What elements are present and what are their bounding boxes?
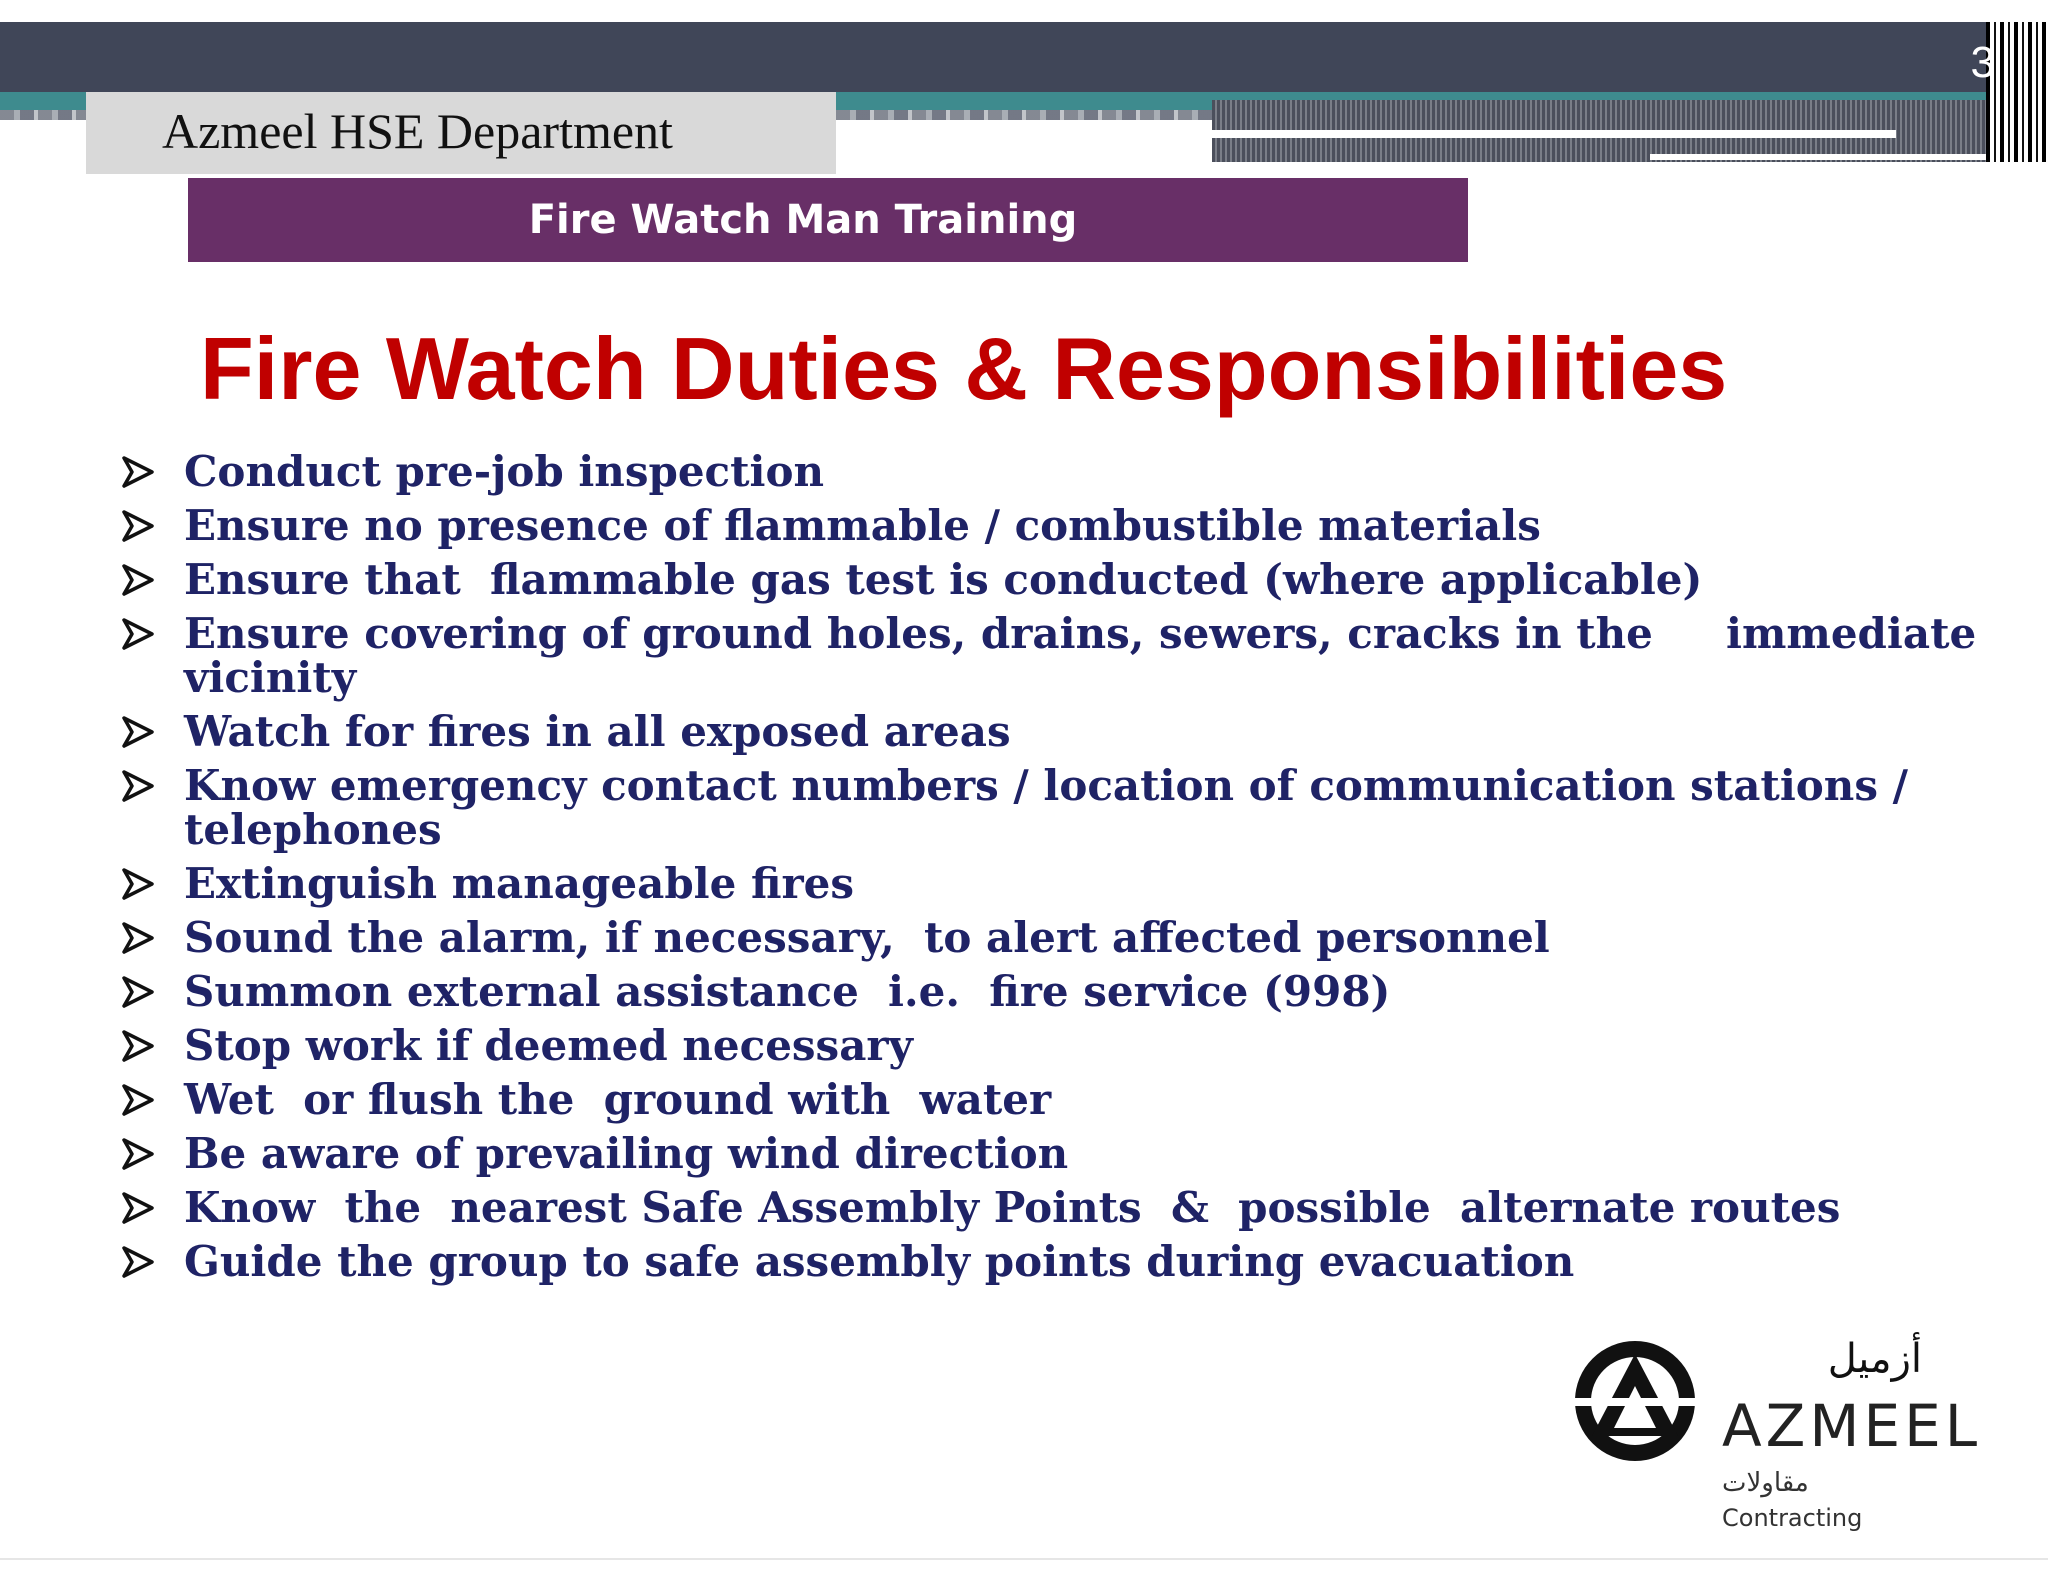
logo-name: AZMEEL bbox=[1722, 1392, 1982, 1460]
duty-item bbox=[120, 1237, 1980, 1286]
duty-item bbox=[120, 859, 1980, 908]
department-label: Azmeel HSE Department bbox=[162, 103, 673, 159]
header-band bbox=[0, 22, 2048, 92]
duty-list bbox=[120, 447, 1991, 1294]
duty-text: Extinguish manageable fires bbox=[184, 859, 855, 908]
bottom-divider bbox=[0, 1558, 2048, 1560]
duty-text: Wet or flush the ground with water bbox=[184, 1075, 1052, 1124]
arrowhead-bullet-icon bbox=[120, 712, 156, 752]
header-deco-line bbox=[1212, 130, 1896, 138]
header-end-bars bbox=[1986, 22, 2048, 162]
logo-arabic-name: أزميل bbox=[1827, 1336, 1922, 1382]
page-number: 3 bbox=[1970, 38, 1995, 87]
arrowhead-bullet-icon bbox=[120, 1080, 156, 1120]
duty-item bbox=[120, 609, 1991, 702]
arrowhead-bullet-icon bbox=[120, 1188, 156, 1228]
azmeel-emblem-icon bbox=[1570, 1336, 1700, 1466]
duty-text: Ensure that flammable gas test is conducted (where applicable) bbox=[184, 555, 1703, 604]
arrowhead-bullet-icon bbox=[120, 766, 156, 806]
duty-item bbox=[120, 761, 1980, 854]
duty-text: Watch for fires in all exposed areas bbox=[184, 707, 1011, 756]
duty-text: Guide the group to safe assembly points during evacuation bbox=[184, 1237, 1575, 1286]
duty-text: Know emergency contact numbers / location of communication stations / telephones bbox=[184, 761, 1923, 854]
arrowhead-bullet-icon bbox=[120, 864, 156, 904]
arrowhead-bullet-icon bbox=[120, 1134, 156, 1174]
duty-item bbox=[120, 1183, 1980, 1232]
duty-item bbox=[120, 1075, 1980, 1124]
azmeel-logo bbox=[1570, 1336, 2000, 1536]
arrowhead-bullet-icon bbox=[120, 614, 156, 654]
arrowhead-bullet-icon bbox=[120, 560, 156, 600]
arrowhead-bullet-icon bbox=[120, 506, 156, 546]
training-banner bbox=[188, 178, 1468, 262]
duty-item bbox=[120, 707, 1980, 756]
page-title: Fire Watch Duties & Responsibilities bbox=[200, 319, 1728, 418]
duty-text: Ensure covering of ground holes, drains, sewers, cracks in the immediate vicinity bbox=[184, 609, 1991, 702]
duty-text: Summon external assistance i.e. fire service (998) bbox=[184, 967, 1391, 1016]
duty-item bbox=[120, 501, 1980, 550]
duty-text: Stop work if deemed necessary bbox=[184, 1021, 913, 1070]
arrowhead-bullet-icon bbox=[120, 452, 156, 492]
duty-item bbox=[120, 1129, 1980, 1178]
arrowhead-bullet-icon bbox=[120, 972, 156, 1012]
duty-text: Ensure no presence of flammable / combustible materials bbox=[184, 501, 1541, 550]
duty-item bbox=[120, 1021, 1980, 1070]
arrowhead-bullet-icon bbox=[120, 1026, 156, 1066]
arrowhead-bullet-icon bbox=[120, 1242, 156, 1282]
duty-text: Be aware of prevailing wind direction bbox=[184, 1129, 1069, 1178]
duty-text: Know the nearest Safe Assembly Points & possible alternate routes bbox=[184, 1183, 1841, 1232]
duty-item bbox=[120, 447, 1980, 496]
logo-arabic-subtitle: مقاولات bbox=[1722, 1468, 1809, 1498]
duty-text: Sound the alarm, if necessary, to alert affected personnel bbox=[184, 913, 1550, 962]
duty-item bbox=[120, 967, 1980, 1016]
duty-item bbox=[120, 913, 1980, 962]
training-banner-text: Fire Watch Man Training bbox=[528, 197, 1078, 243]
arrowhead-bullet-icon bbox=[120, 918, 156, 958]
logo-subtitle: Contracting bbox=[1722, 1504, 1863, 1532]
duty-item bbox=[120, 555, 1980, 604]
header-deco-line-2 bbox=[1650, 154, 1990, 160]
duty-text: Conduct pre-job inspection bbox=[184, 447, 825, 496]
